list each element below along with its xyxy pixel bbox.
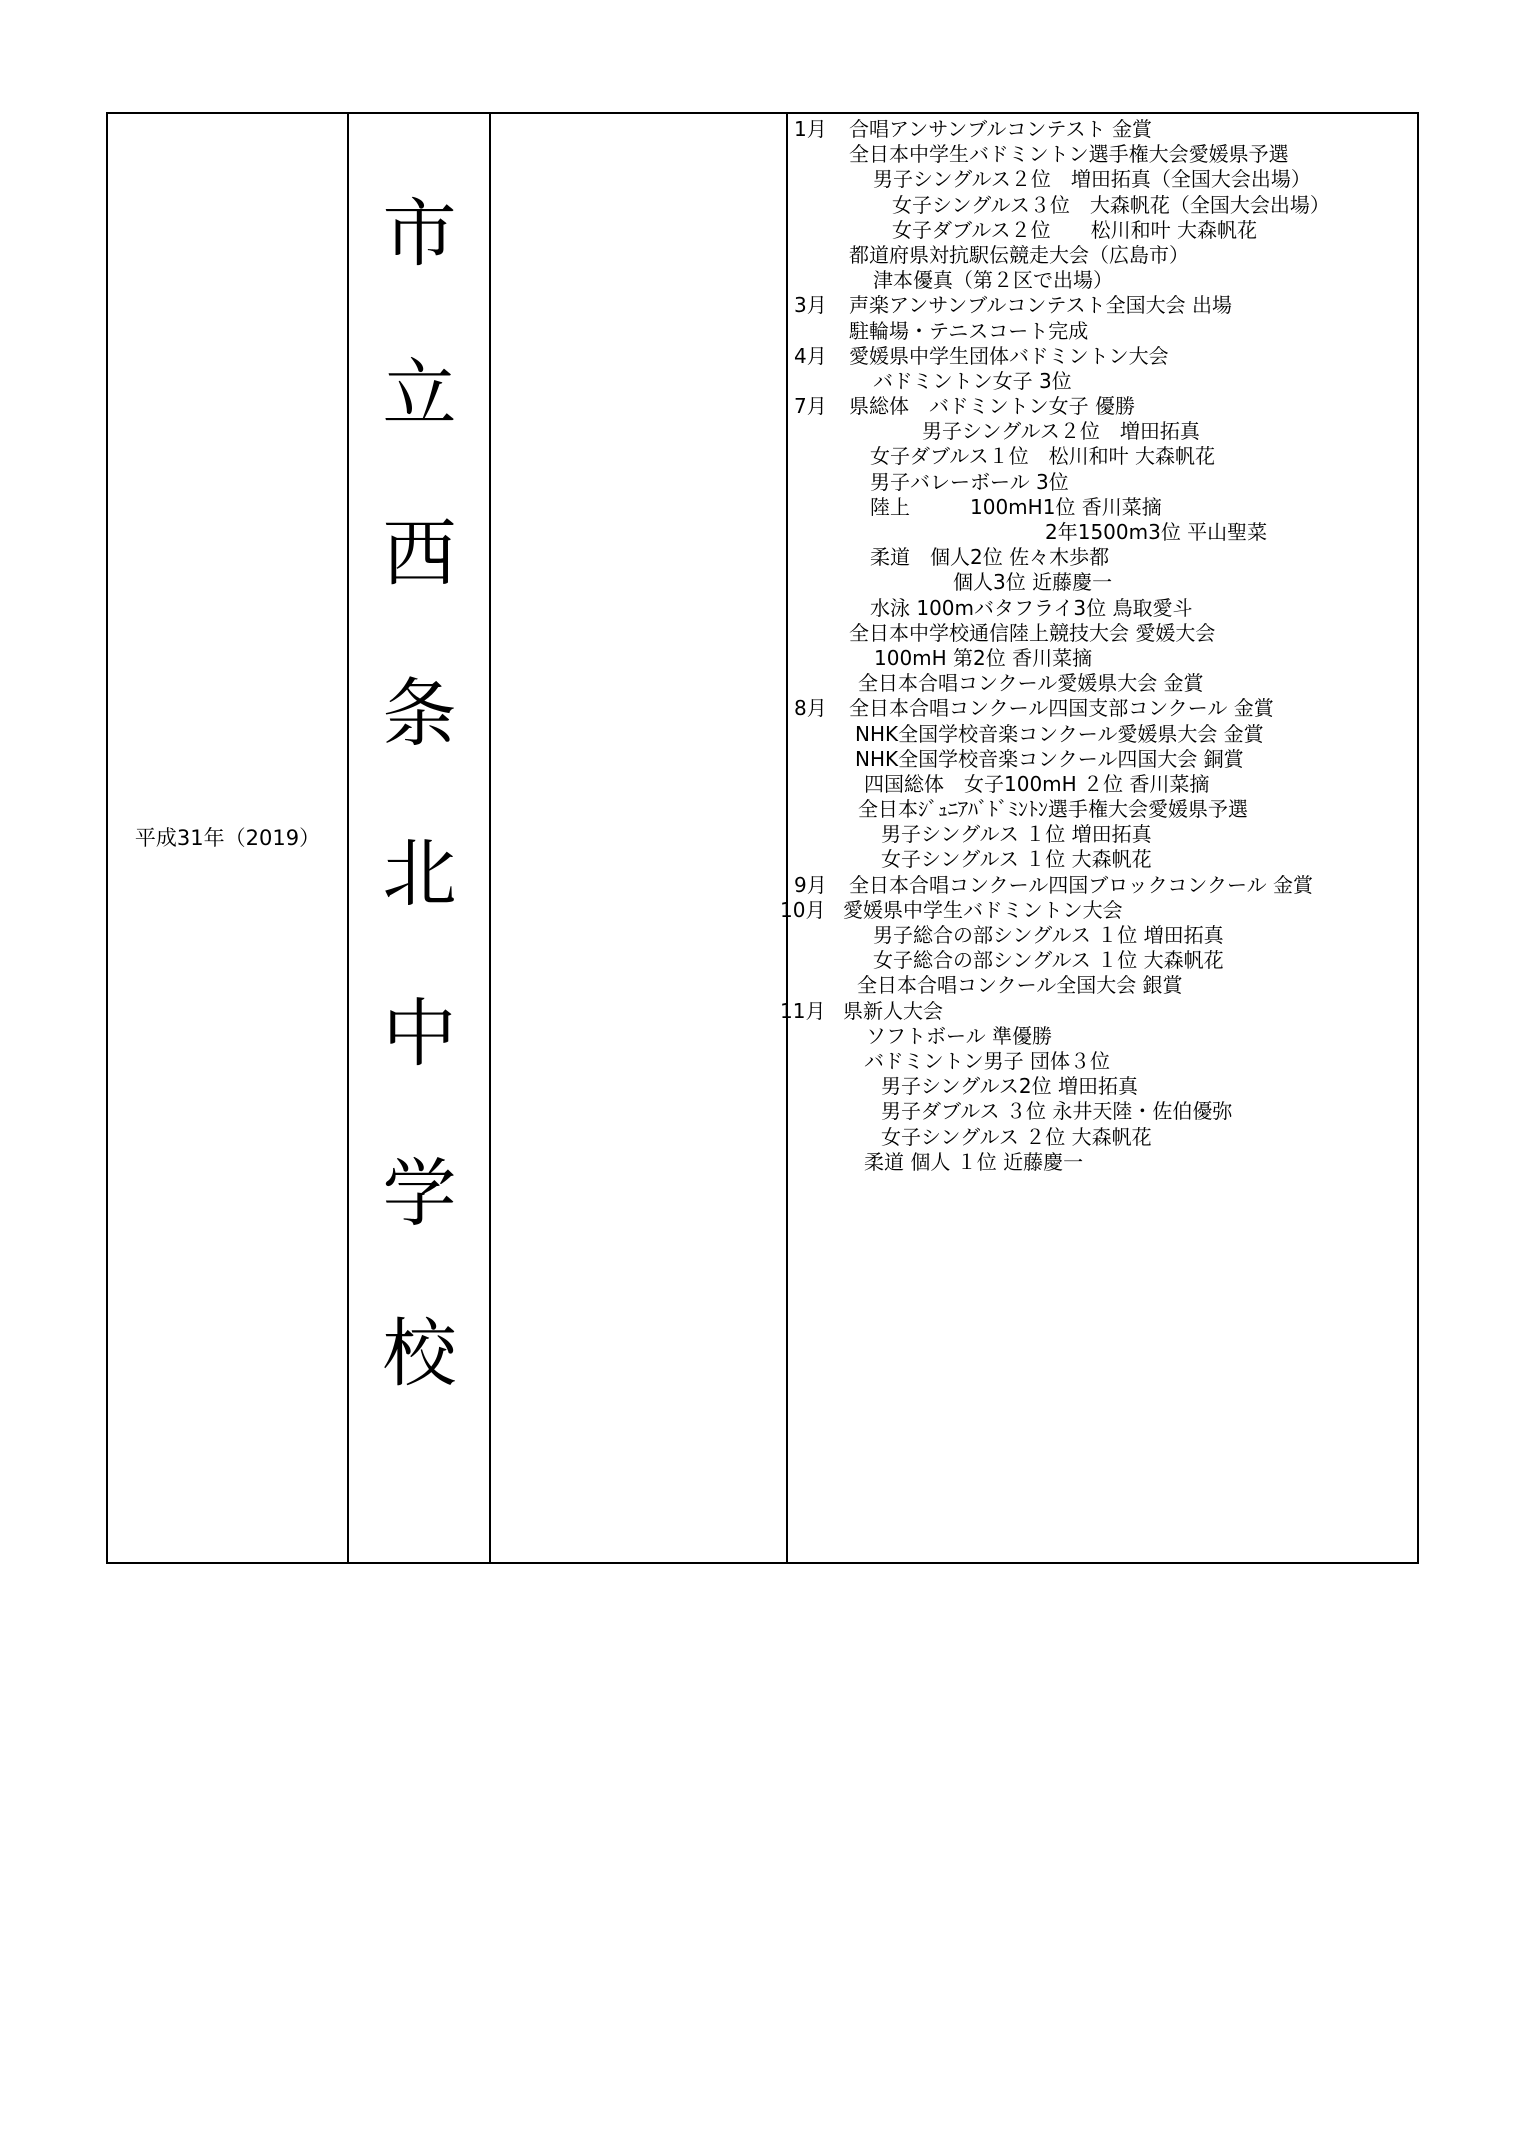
event-item <box>780 999 1416 1024</box>
event-text: 全日本合唱コンクール四国ブロックコンクール 金賞 <box>849 872 1313 897</box>
event-text: 男子総合の部シングルス １位 増田拓真 <box>873 923 1224 947</box>
event-text: バドミントン女子 3位 <box>873 368 1072 393</box>
event-text: 全日本ｼﾞｭﾆｱﾊﾞﾄﾞﾐﾝﾄﾝ選手権大会愛媛県予選 <box>858 797 1248 822</box>
event-text: 駐輪場・テニスコート完成 <box>849 318 1089 343</box>
event-item <box>780 444 1416 469</box>
event-item <box>780 948 1416 973</box>
event-text: 女子ダブルス１位 松川和叶 大森帆花 <box>870 444 1215 469</box>
event-item <box>780 646 1416 671</box>
event-item <box>780 898 1416 923</box>
event-item <box>780 671 1416 696</box>
event-item <box>780 722 1416 747</box>
event-text: NHK全国学校音楽コンクール愛媛県大会 金賞 <box>855 721 1264 746</box>
event-text: 個人3位 近藤慶一 <box>953 570 1113 595</box>
event-text: 四国総体 女子100mH ２位 香川菜摘 <box>864 771 1210 796</box>
event-text: 県総体 バドミントン女子 優勝 <box>849 394 1135 419</box>
event-item <box>780 923 1416 948</box>
event-item <box>780 520 1416 545</box>
event-text: 陸上 100mH1位 香川菜摘 <box>870 494 1162 519</box>
event-item <box>780 1074 1416 1099</box>
event-item <box>780 873 1416 898</box>
event-text: 全日本中学生バドミントン選手権大会愛媛県予選 <box>849 142 1289 167</box>
event-item <box>780 1150 1416 1175</box>
event-item <box>780 117 1416 142</box>
event-text: 100mH 第2位 香川菜摘 <box>874 645 1093 670</box>
event-item <box>780 1049 1416 1074</box>
event-text: 水泳 100mバタフライ3位 鳥取愛斗 <box>870 595 1193 620</box>
event-text: 県新人大会 <box>843 998 943 1023</box>
event-item <box>780 243 1416 268</box>
event-text: 女子シングルス３位 大森帆花（全国大会出場） <box>892 192 1330 217</box>
event-item <box>780 797 1416 822</box>
event-text: バドミントン男子 団体３位 <box>864 1048 1110 1073</box>
event-month: 7月 <box>794 394 827 419</box>
event-item <box>780 319 1416 344</box>
event-item <box>780 570 1416 595</box>
event-month: 4月 <box>794 343 827 368</box>
event-month: 11月 <box>780 998 826 1023</box>
event-text: 男子シングルス２位 増田拓真（全国大会出場） <box>873 167 1311 192</box>
event-text: 2年1500m3位 平山聖菜 <box>1045 520 1268 544</box>
event-item <box>780 344 1416 369</box>
event-item <box>780 545 1416 570</box>
event-text: 都道府県対抗駅伝競走大会（広島市） <box>849 242 1189 267</box>
era-label: 平成31年（2019） <box>134 826 321 850</box>
event-month: 9月 <box>794 872 827 897</box>
event-text: 男子シングルス １位 増田拓真 <box>881 822 1152 847</box>
event-text: 声楽アンサンブルコンテスト全国大会 出場 <box>849 293 1232 318</box>
event-list <box>780 114 1416 1175</box>
event-text: 全日本合唱コンクール四国支部コンクール 金賞 <box>849 696 1274 721</box>
event-text: 津本優真（第２区で出場） <box>873 268 1113 293</box>
school-char: 学 <box>382 1151 457 1237</box>
event-text: NHK全国学校音楽コンクール四国大会 銅賞 <box>855 746 1244 771</box>
event-text: 男子バレーボール 3位 <box>870 469 1069 494</box>
event-text: 柔道 個人2位 佐々木歩都 <box>870 545 1110 570</box>
school-char: 北 <box>382 831 457 917</box>
event-item <box>780 218 1416 243</box>
school-char: 中 <box>382 991 457 1077</box>
event-item <box>780 822 1416 847</box>
event-item <box>780 1099 1416 1124</box>
event-text: 男子シングルス２位 増田拓真 <box>922 419 1200 444</box>
event-item <box>780 394 1416 419</box>
event-text: 愛媛県中学生バドミントン大会 <box>843 897 1123 922</box>
event-item <box>780 772 1416 797</box>
record-table <box>106 112 1419 1564</box>
event-item <box>780 369 1416 394</box>
event-item <box>780 495 1416 520</box>
school-name-vertical <box>349 154 490 1434</box>
event-item <box>780 696 1416 721</box>
event-text: 柔道 個人 １位 近藤慶一 <box>864 1149 1084 1174</box>
event-month: 10月 <box>780 897 826 922</box>
event-text: 全日本合唱コンクール全国大会 銀賞 <box>857 973 1183 998</box>
event-text: 女子シングルス １位 大森帆花 <box>881 847 1152 872</box>
event-text: 合唱アンサンブルコンテスト 金賞 <box>849 117 1152 141</box>
event-item <box>780 419 1416 444</box>
event-text: 全日本合唱コンクール愛媛県大会 金賞 <box>858 671 1204 696</box>
event-month: 3月 <box>794 293 827 318</box>
event-item <box>780 973 1416 998</box>
event-month: 8月 <box>794 696 827 721</box>
event-item <box>780 142 1416 167</box>
school-char: 校 <box>382 1311 457 1397</box>
event-text: 男子シングルス2位 増田拓真 <box>881 1074 1138 1099</box>
event-item <box>780 470 1416 495</box>
event-item <box>780 167 1416 192</box>
event-item <box>780 596 1416 621</box>
event-month: 1月 <box>794 117 827 141</box>
event-item <box>780 193 1416 218</box>
school-char: 条 <box>382 671 457 757</box>
event-item <box>780 293 1416 318</box>
event-text: 男子ダブルス ３位 永井天陸・佐伯優弥 <box>881 1099 1233 1124</box>
event-item <box>780 747 1416 772</box>
event-text: 女子シングルス ２位 大森帆花 <box>881 1124 1152 1149</box>
event-text: 全日本中学校通信陸上競技大会 愛媛大会 <box>849 620 1216 645</box>
event-item <box>780 621 1416 646</box>
event-item <box>780 847 1416 872</box>
event-text: 愛媛県中学生団体バドミントン大会 <box>849 343 1169 368</box>
event-text: ソフトボール 準優勝 <box>866 1023 1052 1048</box>
event-text: 女子総合の部シングルス １位 大森帆花 <box>873 948 1224 973</box>
school-char: 立 <box>382 351 457 437</box>
event-item <box>780 1125 1416 1150</box>
event-item <box>780 1024 1416 1049</box>
event-text: 女子ダブルス２位 松川和叶 大森帆花 <box>892 217 1257 242</box>
school-char: 西 <box>382 511 457 597</box>
school-char: 市 <box>382 191 457 277</box>
event-item <box>780 268 1416 293</box>
